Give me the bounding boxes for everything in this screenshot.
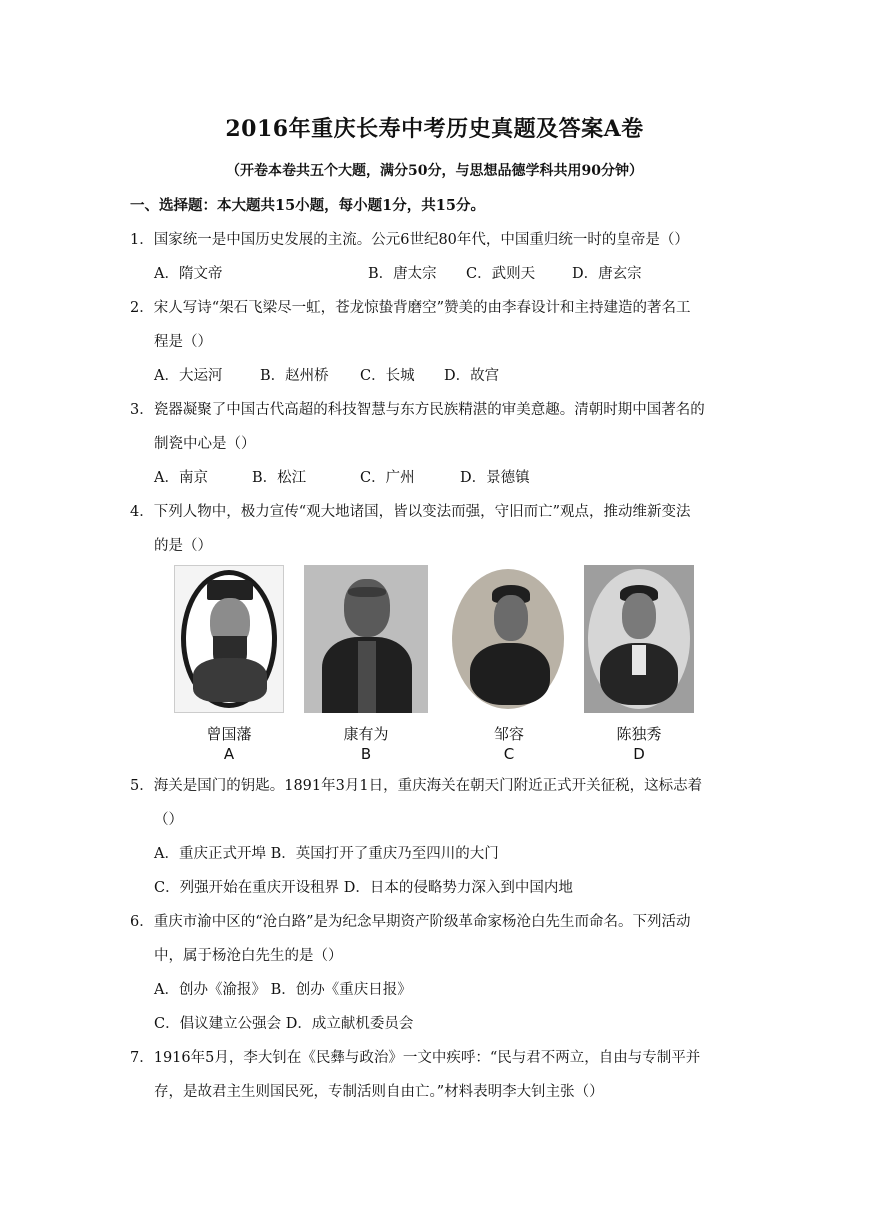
- q3-option-d: D．景德镇: [460, 470, 530, 486]
- question-6-stem-cont: 中，属于杨沧白先生的是（）: [154, 948, 343, 964]
- question-5-stem-cont: （）: [154, 812, 183, 828]
- q1-option-d: D．唐玄宗: [572, 266, 642, 282]
- portrait-letter-b: B: [360, 745, 372, 763]
- question-2-stem-cont: 程是（）: [154, 334, 212, 350]
- question-4-stem: 4．下列人物中，极力宣传“观大地诸国，皆以变法而强，守旧而亡”观点，推动维新变法: [130, 504, 691, 520]
- portrait-card-a: [174, 565, 284, 765]
- portrait-name-a: 曾国藩: [206, 725, 252, 743]
- portrait-card-d: [584, 565, 694, 765]
- question-7-stem-cont: 存，是故君主生则国民死，专制活则自由亡。”材料表明李大钊主张（）: [154, 1084, 604, 1100]
- q2-option-b: B．赵州桥: [260, 368, 329, 384]
- section-heading: 一、选择题：本大题共15小题，每小题1分，共15分。: [130, 197, 485, 214]
- q2-option-a: A．大运河: [154, 368, 223, 384]
- portrait-photo-b: [304, 565, 428, 713]
- question-6-options-row-2: C．倡议建立公强会 D．成立献机委员会: [154, 1016, 414, 1032]
- q2-option-d: D．故宫: [444, 368, 500, 384]
- question-6-stem: 6．重庆市渝中区的“沧白路”是为纪念早期资产阶级革命家杨沧白先生而命名。下列活动: [130, 914, 691, 930]
- question-5-options-row-1: A．重庆正式开埠 B．英国打开了重庆乃至四川的大门: [154, 846, 499, 862]
- portrait-photo-a: [174, 565, 284, 713]
- question-3-stem-cont: 制瓷中心是（）: [154, 436, 256, 452]
- q1-option-c: C．武则天: [466, 266, 536, 282]
- portrait-name-c: 邹容: [493, 725, 524, 743]
- page-subtitle: （开卷本卷共五个大题，满分50分，与思想品德学科共用90分钟）: [226, 163, 643, 179]
- question-5-options-row-2: C．列强开始在重庆开设租界 D．日本的侵略势力深入到中国内地: [154, 880, 573, 896]
- portrait-card-b: [304, 565, 428, 765]
- question-1-stem: 1．国家统一是中国历史发展的主流。公元6世纪80年代，中国重归统一时的皇帝是（）: [130, 232, 689, 248]
- portrait-card-c: [450, 565, 568, 765]
- page-title: 2016年重庆长寿中考历史真题及答案A卷: [225, 116, 644, 142]
- question-5-stem: 5．海关是国门的钥匙。1891年3月1日，重庆海关在朝天门附近正式开关征税，这标志着: [130, 778, 703, 794]
- question-6-options-row-1: A．创办《渝报》 B．创办《重庆日报》: [154, 982, 412, 998]
- q2-option-c: C．长城: [360, 368, 415, 384]
- portrait-name-b: 康有为: [343, 725, 389, 743]
- question-7-stem: 7．1916年5月，李大钊在《民彝与政治》一文中疾呼：“民与君不两立，自由与专制平并: [130, 1050, 701, 1066]
- q3-option-b: B．松江: [252, 470, 307, 486]
- portrait-letter-c: C: [503, 745, 515, 763]
- q3-option-c: C．广州: [360, 470, 415, 486]
- portrait-name-d: 陈独秀: [616, 725, 662, 743]
- question-4-stem-cont: 的是（）: [154, 538, 212, 554]
- portrait-letter-a: A: [223, 745, 235, 763]
- portrait-letter-d: D: [633, 745, 645, 763]
- question-2-stem: 2．宋人写诗“架石飞梁尽一虹，苍龙惊蛰背磨空”赞美的由李春设计和主持建造的著名工: [130, 300, 691, 316]
- q1-option-a: A．隋文帝: [154, 266, 223, 282]
- portrait-strip: [174, 565, 694, 765]
- q1-option-b: B．唐太宗: [368, 266, 437, 282]
- question-3-stem: 3．瓷器凝聚了中国古代高超的科技智慧与东方民族精湛的审美意趣。清朝时期中国著名的: [130, 402, 705, 418]
- q3-option-a: A．南京: [154, 470, 208, 486]
- portrait-photo-c: [450, 565, 568, 713]
- portrait-photo-d: [584, 565, 694, 713]
